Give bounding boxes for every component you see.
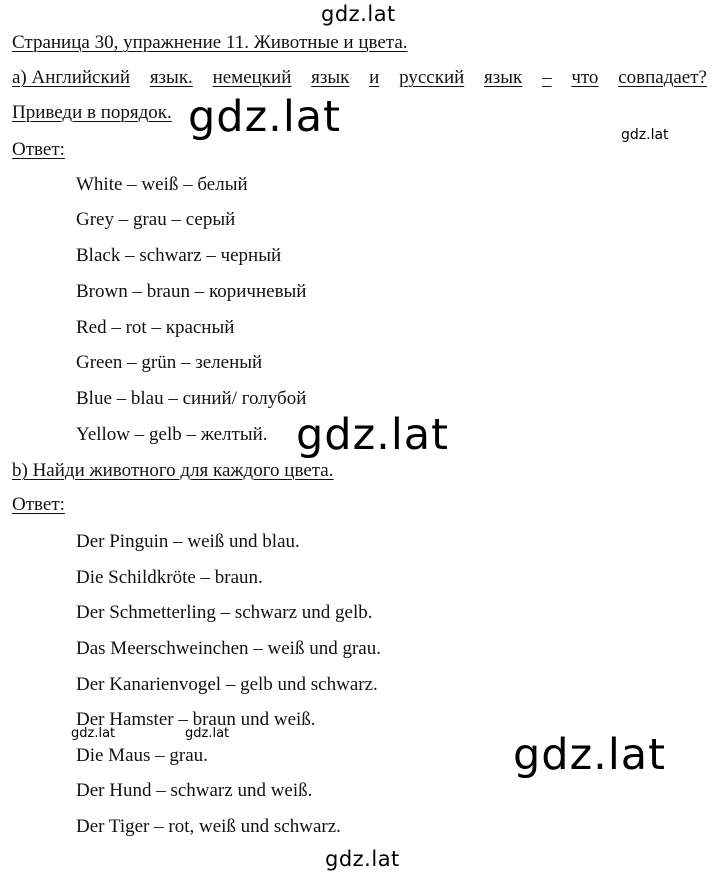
color-item: Grey – grau – серый: [76, 209, 236, 230]
color-item: Green – grün – зеленый: [76, 352, 263, 373]
animal-item: Der Hamster – braun und weiß.: [76, 709, 316, 730]
answer-label: Ответ:: [12, 494, 65, 515]
task-a-word: и: [369, 67, 380, 88]
task-a-word: русский: [399, 67, 465, 88]
task-a-word: совпадает?: [618, 67, 707, 88]
animal-item: Der Pinguin – weiß und blau.: [76, 531, 300, 552]
color-item: Brown – braun – коричневый: [76, 281, 307, 302]
watermark-bottom: gdz.lat: [325, 847, 400, 871]
animal-item: Der Kanarienvogel – gelb und schwarz.: [76, 674, 378, 695]
task-a-word: что: [571, 67, 599, 88]
task-a-word: язык.: [149, 67, 193, 88]
animal-item: Der Schmetterling – schwarz und gelb.: [76, 602, 373, 623]
animal-item: Die Schildkröte – braun.: [76, 567, 263, 588]
task-a-line1: [12, 68, 707, 87]
task-a-word: немецкий: [212, 67, 292, 88]
color-item: Yellow – gelb – желтый.: [76, 424, 268, 445]
task-a-word: а) Английский: [12, 67, 131, 88]
task-a-word: язык: [484, 67, 523, 88]
animal-item: Der Hund – schwarz und weiß.: [76, 780, 313, 801]
animal-item: Die Maus – grau.: [76, 745, 208, 766]
page-title: Страница 30, упражнение 11. Животные и цвета.: [12, 32, 408, 53]
animal-item: Der Tiger – rot, weiß und schwarz.: [76, 816, 341, 837]
watermark-top: gdz.lat: [321, 2, 396, 26]
color-item: Black – schwarz – черный: [76, 245, 282, 266]
answer-label: Ответ:: [12, 139, 65, 160]
task-a-word: язык: [311, 67, 350, 88]
watermark-small: gdz.lat: [71, 726, 116, 741]
color-item: Red – rot – красный: [76, 317, 235, 338]
task-b: b) Найди животного для каждого цвета.: [12, 460, 334, 481]
watermark-large: gdz.lat: [188, 92, 341, 142]
watermark-large: gdz.lat: [513, 730, 666, 780]
watermark-small: gdz.lat: [621, 127, 669, 143]
watermark-small: gdz.lat: [185, 726, 230, 741]
watermark-large: gdz.lat: [296, 410, 449, 460]
color-item: Blue – blau – синий/ голубой: [76, 388, 307, 409]
animal-item: Das Meerschweinchen – weiß und grau.: [76, 638, 381, 659]
color-item: White – weiß – белый: [76, 174, 248, 195]
task-a-word: –: [542, 67, 552, 88]
task-a-line2: Приведи в порядок.: [12, 102, 172, 123]
